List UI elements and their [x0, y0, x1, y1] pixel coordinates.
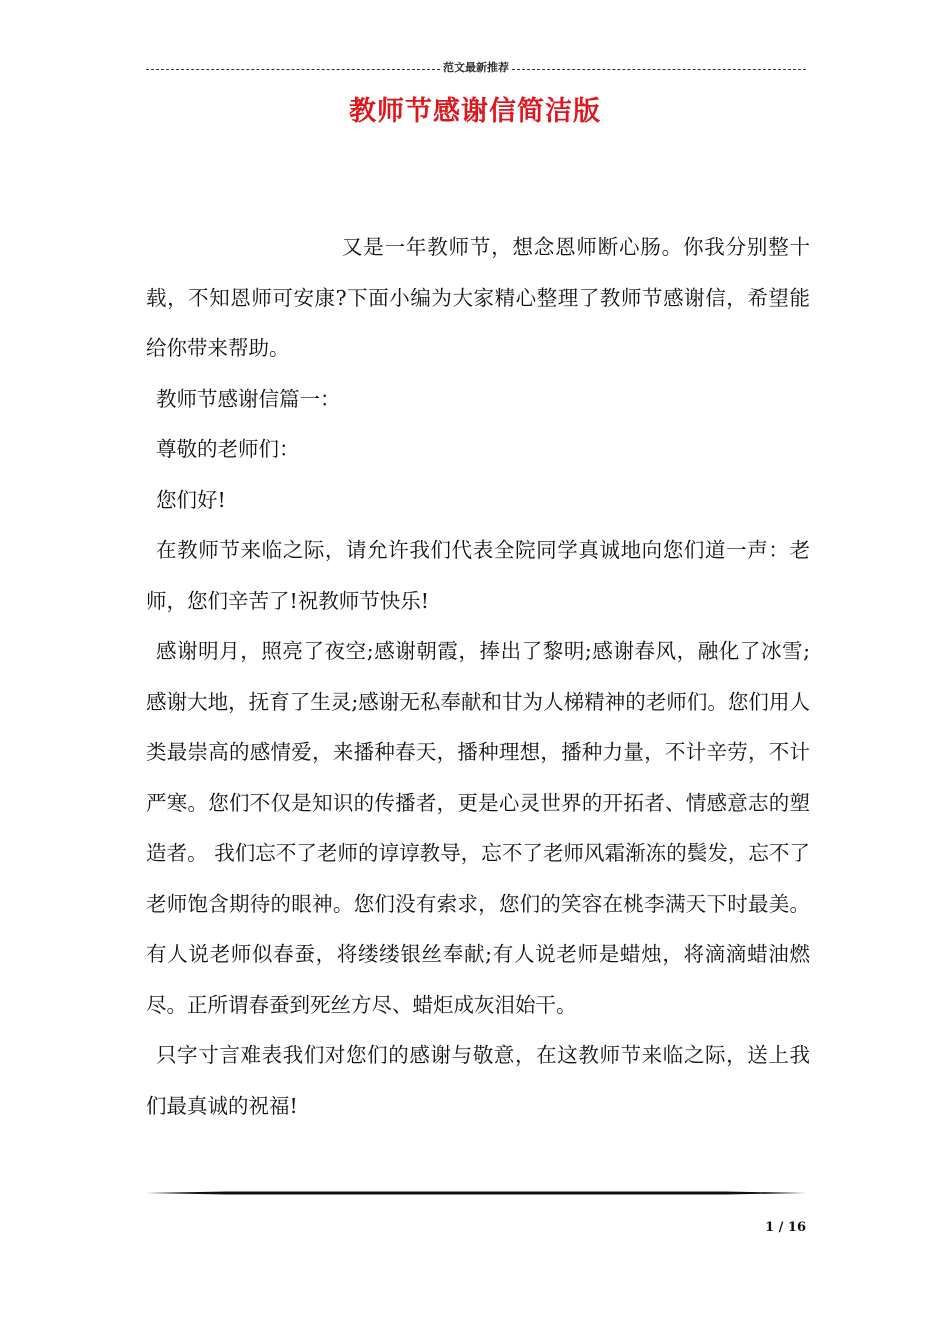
section-heading: 教师节感谢信篇一： [156, 386, 341, 411]
page-header [146, 58, 806, 78]
salutation: 尊敬的老师们： [156, 437, 300, 461]
body-paragraph: 在教师节来临之际，请允许我们代表全院同学真诚地向您们道一声：老师，您们辛苦了!祝教师节快乐! [146, 538, 810, 613]
closing-paragraph: 只字寸言难表我们对您们的感谢与敬意，在这教师节来临之际，送上我们最真诚的祝福! [146, 1043, 810, 1118]
document-body [146, 222, 810, 1131]
greeting: 您们好! [156, 487, 226, 512]
page-number: 1 / 16 [765, 1220, 806, 1235]
header-dashes-right [512, 69, 806, 70]
header-dashes-left [146, 69, 440, 70]
footer-rule [146, 1190, 806, 1196]
body-paragraph: 感谢明月，照亮了夜空;感谢朝霞，捧出了黎明;感谢春风，融化了冰雪;感谢大地，抚育了生灵;感谢无私奉献和甘为人梯精神的老师们。您们用人类最崇高的感情爱，来播种春天，播种理想，播种力量，不计辛劳，不计严寒。您们不仅是知识的传播者，更是心灵世界的开拓者、情感意志的塑造者。 我们忘不了老师的谆谆教导，忘不了老师风霜渐冻的鬓发，忘不了老师饱含期待的眼神。您们没有索求，您们的笑容在桃李满天下时最美。有人说老师似春蚕，将缕缕银丝奉献;有人说老师是蜡烛，将滴滴蜡油燃尽。正所谓春蚕到死丝方尽、蜡炬成灰泪始干。 [146, 639, 810, 1017]
header-label: 范文最新推荐 [443, 61, 509, 74]
document-title: 教师节感谢信简洁版 [349, 96, 601, 127]
intro-paragraph: 又是一年教师节，想念恩师断心肠。你我分别整十载，不知恩师可安康?下面小编为大家精心整理了教师节感谢信，希望能给你带来帮助。 [146, 235, 810, 360]
